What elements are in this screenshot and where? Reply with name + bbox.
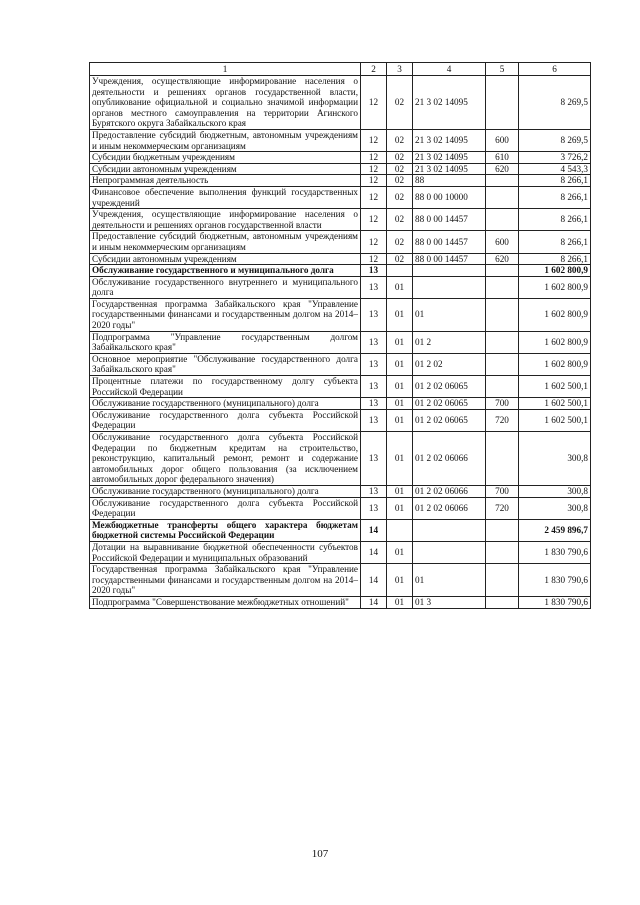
row-amount: 1 830 790,6 (519, 541, 591, 563)
table-row (90, 541, 591, 563)
row-amount: 1 602 500,1 (519, 409, 591, 431)
row-name: Основное мероприятие "Обслуживание государственного долга Забайкальского края" (90, 353, 361, 375)
row-section: 13 (361, 409, 387, 431)
row-name: Предоставление субсидий бюджетным, автономным учреждениям и иным некоммерческим организациям (90, 129, 361, 151)
row-target-article: 01 2 02 06066 (413, 485, 486, 497)
row-name: Государственная программа Забайкальского края "Управление государственными финансами и государственным долгом на 2014–2020 годы" (90, 298, 361, 331)
row-target-article: 01 2 (413, 331, 486, 353)
header-col-4: 4 (413, 63, 486, 76)
row-section: 13 (361, 376, 387, 398)
row-name: Обслуживание государственного долга субъекта Российской Федерации (90, 409, 361, 431)
row-target-article: 21 3 02 14095 (413, 163, 486, 175)
row-expense-type (486, 541, 519, 563)
row-section: 12 (361, 231, 387, 253)
row-section: 12 (361, 175, 387, 187)
row-section: 13 (361, 265, 387, 277)
row-expense-type: 700 (486, 485, 519, 497)
row-subsection (387, 519, 413, 541)
row-amount: 8 269,5 (519, 129, 591, 151)
row-section: 14 (361, 596, 387, 608)
row-expense-type (486, 596, 519, 608)
row-subsection: 02 (387, 163, 413, 175)
row-target-article: 88 0 00 14457 (413, 231, 486, 253)
row-name: Учреждения, осуществляющие информирование населения о деятельности и решениях органов государственной власти, опубликование официальной и социально значимой информации органов местного самоуправления на территории Агинского Бурятского округа Забайкальского края (90, 76, 361, 130)
row-expense-type: 720 (486, 497, 519, 519)
row-amount: 3 726,2 (519, 152, 591, 164)
row-section: 12 (361, 186, 387, 208)
row-amount: 1 602 800,9 (519, 265, 591, 277)
row-target-article: 01 2 02 06065 (413, 376, 486, 398)
table-row (90, 276, 591, 298)
row-amount: 8 266,1 (519, 186, 591, 208)
row-target-article: 01 (413, 298, 486, 331)
row-subsection: 02 (387, 175, 413, 187)
row-subsection: 01 (387, 497, 413, 519)
table-row (90, 485, 591, 497)
row-name: Субсидии бюджетным учреждениям (90, 152, 361, 164)
row-section: 13 (361, 398, 387, 410)
row-amount: 8 266,1 (519, 231, 591, 253)
row-section: 13 (361, 432, 387, 486)
row-amount: 1 830 790,6 (519, 596, 591, 608)
row-subsection: 01 (387, 298, 413, 331)
row-target-article: 01 3 (413, 596, 486, 608)
table-row (90, 331, 591, 353)
row-target-article (413, 265, 486, 277)
row-expense-type (486, 209, 519, 231)
row-amount: 300,8 (519, 432, 591, 486)
row-expense-type (486, 376, 519, 398)
row-subsection: 02 (387, 209, 413, 231)
row-section: 12 (361, 163, 387, 175)
row-subsection: 01 (387, 432, 413, 486)
row-subsection: 01 (387, 485, 413, 497)
table-row (90, 564, 591, 597)
row-target-article: 01 2 02 06066 (413, 432, 486, 486)
table-row (90, 152, 591, 164)
row-subsection: 01 (387, 596, 413, 608)
row-target-article: 01 (413, 564, 486, 597)
row-target-article: 21 3 02 14095 (413, 152, 486, 164)
row-subsection: 02 (387, 186, 413, 208)
row-name: Непрограммная деятельность (90, 175, 361, 187)
table-row (90, 409, 591, 431)
row-section: 12 (361, 129, 387, 151)
row-section: 12 (361, 152, 387, 164)
row-target-article: 88 0 00 14457 (413, 209, 486, 231)
row-amount: 1 602 800,9 (519, 353, 591, 375)
table-row (90, 376, 591, 398)
row-target-article: 21 3 02 14095 (413, 129, 486, 151)
row-amount: 1 602 500,1 (519, 376, 591, 398)
row-target-article: 01 2 02 06065 (413, 409, 486, 431)
row-subsection (387, 265, 413, 277)
row-amount: 4 543,3 (519, 163, 591, 175)
row-subsection: 02 (387, 231, 413, 253)
table-header-row (90, 63, 591, 76)
page-number: 107 (311, 848, 329, 860)
table-row (90, 519, 591, 541)
row-subsection: 02 (387, 253, 413, 265)
header-col-2: 2 (361, 63, 387, 76)
row-subsection: 01 (387, 398, 413, 410)
row-expense-type (486, 298, 519, 331)
row-subsection: 01 (387, 409, 413, 431)
header-col-1: 1 (90, 63, 361, 76)
row-name: Обслуживание государственного внутреннего и муниципального долга (90, 276, 361, 298)
row-section: 13 (361, 485, 387, 497)
row-section: 14 (361, 519, 387, 541)
row-name: Подпрограмма "Совершенствование межбюджетных отношений" (90, 596, 361, 608)
row-amount: 1 602 800,9 (519, 298, 591, 331)
row-name: Процентные платежи по государственному долгу субъекта Российской Федерации (90, 376, 361, 398)
row-section: 14 (361, 564, 387, 597)
row-section: 13 (361, 353, 387, 375)
table-row (90, 298, 591, 331)
row-section: 13 (361, 331, 387, 353)
row-expense-type (486, 432, 519, 486)
row-expense-type: 720 (486, 409, 519, 431)
row-subsection: 01 (387, 376, 413, 398)
row-section: 14 (361, 541, 387, 563)
table-row (90, 129, 591, 151)
row-target-article: 21 3 02 14095 (413, 76, 486, 130)
row-section: 13 (361, 276, 387, 298)
row-name: Обслуживание государственного (муниципального) долга (90, 398, 361, 410)
table-row (90, 76, 591, 130)
table-row (90, 265, 591, 277)
table-row (90, 596, 591, 608)
row-name: Дотации на выравнивание бюджетной обеспеченности субъектов Российской Федерации и муниципальных образований (90, 541, 361, 563)
table-row (90, 398, 591, 410)
row-amount: 300,8 (519, 485, 591, 497)
row-target-article: 01 2 02 06066 (413, 497, 486, 519)
row-amount: 2 459 896,7 (519, 519, 591, 541)
row-subsection: 02 (387, 76, 413, 130)
row-name: Обслуживание государственного и муниципального долга (90, 265, 361, 277)
row-amount: 1 602 500,1 (519, 398, 591, 410)
row-expense-type: 700 (486, 398, 519, 410)
row-target-article (413, 541, 486, 563)
header-col-5: 5 (486, 63, 519, 76)
table-row (90, 186, 591, 208)
row-name: Государственная программа Забайкальского края "Управление государственными финансами и государственным долгом на 2014–2020 годы" (90, 564, 361, 597)
row-section: 13 (361, 298, 387, 331)
row-name: Обслуживание государственного долга субъекта Российской Федерации по бюджетным кредитам на строительство, реконструкцию, капитальный ремонт, ремонт и содержание автомобильных дорог общего пользования (за исключением автомобильных дорог федерального значения) (90, 432, 361, 486)
row-amount: 300,8 (519, 497, 591, 519)
table-row (90, 231, 591, 253)
row-subsection: 01 (387, 276, 413, 298)
row-amount: 8 266,1 (519, 209, 591, 231)
row-subsection: 01 (387, 541, 413, 563)
row-subsection: 01 (387, 331, 413, 353)
header-col-6: 6 (519, 63, 591, 76)
row-target-article: 88 0 00 14457 (413, 253, 486, 265)
row-expense-type (486, 76, 519, 130)
row-amount: 8 266,1 (519, 175, 591, 187)
table-row (90, 163, 591, 175)
row-expense-type (486, 519, 519, 541)
table-row (90, 497, 591, 519)
row-target-article (413, 519, 486, 541)
row-subsection: 02 (387, 152, 413, 164)
row-name: Межбюджетные трансферты общего характера бюджетам бюджетной системы Российской Федерации (90, 519, 361, 541)
row-expense-type: 620 (486, 253, 519, 265)
row-section: 13 (361, 497, 387, 519)
row-expense-type (486, 331, 519, 353)
table-row (90, 253, 591, 265)
row-section: 12 (361, 253, 387, 265)
row-name: Подпрограмма "Управление государственным долгом Забайкальского края" (90, 331, 361, 353)
table-row (90, 432, 591, 486)
budget-table (89, 62, 591, 609)
row-amount: 8 269,5 (519, 76, 591, 130)
row-target-article: 88 (413, 175, 486, 187)
row-expense-type (486, 265, 519, 277)
row-name: Субсидии автономным учреждениям (90, 253, 361, 265)
row-section: 12 (361, 209, 387, 231)
row-section: 12 (361, 76, 387, 130)
row-name: Учреждения, осуществляющие информирование населения о деятельности и решениях органов государственной власти (90, 209, 361, 231)
row-target-article: 01 2 02 06065 (413, 398, 486, 410)
table-row (90, 175, 591, 187)
table-body (90, 63, 591, 609)
row-amount: 1 602 800,9 (519, 276, 591, 298)
row-expense-type: 600 (486, 129, 519, 151)
row-amount: 8 266,1 (519, 253, 591, 265)
table-row (90, 209, 591, 231)
row-expense-type (486, 564, 519, 597)
row-name: Обслуживание государственного (муниципального) долга (90, 485, 361, 497)
row-name: Обслуживание государственного долга субъекта Российской Федерации (90, 497, 361, 519)
table-row (90, 353, 591, 375)
row-target-article: 88 0 00 10000 (413, 186, 486, 208)
row-subsection: 02 (387, 129, 413, 151)
row-name: Субсидии автономным учреждениям (90, 163, 361, 175)
row-target-article (413, 276, 486, 298)
row-expense-type (486, 353, 519, 375)
row-expense-type (486, 186, 519, 208)
row-expense-type: 600 (486, 231, 519, 253)
row-expense-type: 610 (486, 152, 519, 164)
row-target-article: 01 2 02 (413, 353, 486, 375)
row-name: Финансовое обеспечение выполнения функций государственных учреждений (90, 186, 361, 208)
row-expense-type (486, 175, 519, 187)
row-amount: 1 602 800,9 (519, 331, 591, 353)
row-expense-type: 620 (486, 163, 519, 175)
row-subsection: 01 (387, 353, 413, 375)
row-amount: 1 830 790,6 (519, 564, 591, 597)
row-subsection: 01 (387, 564, 413, 597)
header-col-3: 3 (387, 63, 413, 76)
row-expense-type (486, 276, 519, 298)
row-name: Предоставление субсидий бюджетным, автономным учреждениям и иным некоммерческим организациям (90, 231, 361, 253)
